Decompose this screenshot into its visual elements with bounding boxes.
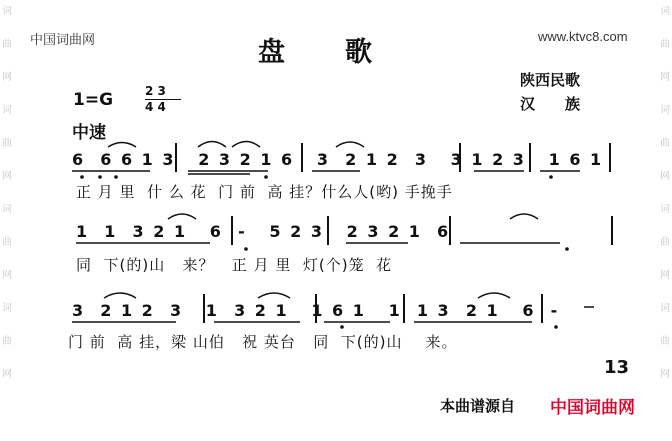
watermark-left-column: 词 曲 网 词 曲 网 词 曲 网 词 曲 网 [2,6,12,380]
octave-dot [565,247,569,251]
song-title: 盘歌 [258,37,432,68]
meter-bottom: 4 4 [145,100,166,114]
watermark-right-column: 词 曲 网 词 曲 网 词 曲 网 词 曲 网 [660,6,670,380]
lyrics-row-1: 正 月 里 什 么 花 门 前 高 挂？什么人(哟) 手挽手 [76,183,453,201]
source-region: 陕西民歌 [520,71,581,89]
site-url-right: www.ktvc8.com [538,29,628,44]
footer-brand-link[interactable]: 中国词曲网 [550,398,635,418]
octave-dot [114,175,118,179]
page-number: 13 [604,357,630,378]
tempo-marking: 中速 [72,123,106,143]
slur [198,142,226,148]
notation-row-3: 3 2 1 2 3 1 3 2 1 1 6 1 1 1 3 2 1 6 - [72,301,560,320]
slur [168,214,196,219]
source-ethnicity: 汉 族 [520,95,581,113]
notation-row-1: 6 6 6 1 3 2 3 2 1 6 3 2 1 2 3 3 1 2 3 1 6 1 [72,150,604,169]
site-name-left: 中国词曲网 [30,33,96,48]
slur [510,214,538,219]
key-signature: 1=G [73,90,114,110]
octave-dot [80,175,84,179]
octave-dot [244,247,248,251]
slur [336,142,364,147]
slur [478,293,510,298]
octave-dot [340,325,344,329]
octave-dot [554,325,558,329]
footer-source-label: 本曲谱源自 [440,397,516,415]
slur [108,143,136,148]
octave-dot [549,175,553,179]
lyrics-row-3: 门 前 高 挂，梁 山伯 祝 英台 同 下(的)山 来。 [68,333,458,351]
slur [258,293,290,298]
octave-dot [98,175,102,179]
lyrics-row-2: 同 下(的)山 来？ 正 月 里 灯(个)笼 花 [76,256,393,274]
octave-dot [264,175,268,179]
slur [104,293,136,298]
notation-row-2: 1 1 3 2 1 6 - 5 2 3 2 3 2 1 6 [76,222,451,241]
meter-top: 2 3 [145,84,166,98]
slur [232,142,260,148]
